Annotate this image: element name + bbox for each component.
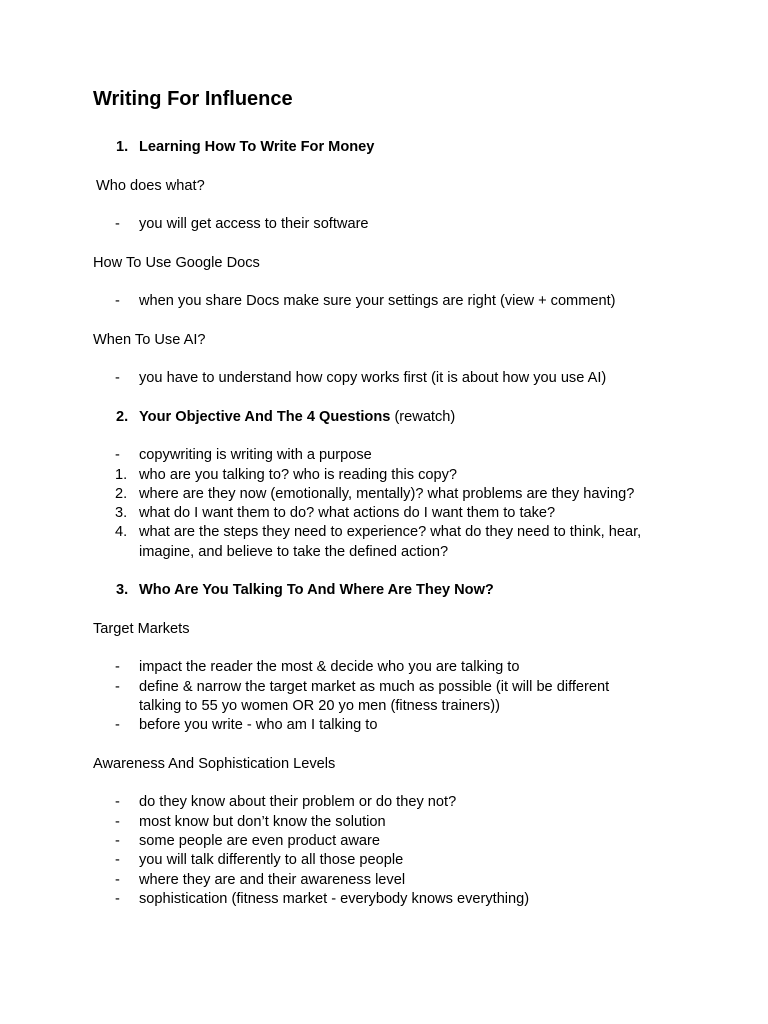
section-heading: Who Are You Talking To And Where Are They Now?	[139, 582, 494, 598]
section-heading: Learning How To Write For Money	[139, 139, 375, 155]
document-title: Writing For Influence	[93, 88, 293, 110]
bullet-dash: -	[115, 833, 120, 849]
list-item: most know but don’t know the solution	[139, 814, 386, 830]
list-item-continuation: imagine, and believe to take the defined action?	[139, 544, 449, 560]
bullet-dash: -	[115, 891, 120, 907]
bullet-dash: -	[115, 679, 120, 695]
list-item-continuation: talking to 55 yo women OR 20 yo men (fitness trainers))	[139, 698, 500, 714]
section-number: 2.	[116, 409, 129, 425]
list-item: who are you talking to? who is reading this copy?	[139, 467, 458, 483]
list-number: 2.	[115, 486, 128, 502]
list-item: you have to understand how copy works first (it is about how you use AI)	[139, 370, 607, 386]
paragraph: When To Use AI?	[93, 332, 206, 348]
list-item: impact the reader the most & decide who you are talking to	[139, 659, 520, 675]
list-item: when you share Docs make sure your settings are right (view + comment)	[139, 293, 616, 309]
list-number: 3.	[115, 505, 128, 521]
bullet-dash: -	[115, 293, 120, 309]
paragraph: How To Use Google Docs	[93, 255, 260, 271]
bullet-dash: -	[115, 370, 120, 386]
paragraph: Who does what?	[96, 178, 205, 194]
bullet-dash: -	[115, 872, 120, 888]
list-item: you will talk differently to all those people	[139, 852, 404, 868]
bullet-dash: -	[115, 447, 120, 463]
list-item: what do I want them to do? what actions do I want them to take?	[139, 505, 556, 521]
list-item: some people are even product aware	[139, 833, 380, 849]
paragraph: Target Markets	[93, 621, 190, 637]
bullet-dash: -	[115, 852, 120, 868]
list-number: 1.	[115, 467, 128, 483]
list-item: do they know about their problem or do they not?	[139, 794, 457, 810]
list-item: where they are and their awareness level	[139, 872, 406, 888]
bullet-dash: -	[115, 717, 120, 733]
list-item: sophistication (fitness market - everybody knows everything)	[139, 891, 530, 907]
list-item: what are the steps they need to experience? what do they need to think, hear,	[139, 524, 642, 540]
bullet-dash: -	[115, 659, 120, 675]
section-heading-line	[139, 408, 455, 427]
list-item: define & narrow the target market as much as possible (it will be different	[139, 679, 610, 695]
paragraph: Awareness And Sophistication Levels	[93, 756, 336, 772]
section-number: 1.	[116, 139, 129, 155]
list-item: before you write - who am I talking to	[139, 717, 378, 733]
section-number: 3.	[116, 582, 129, 598]
bullet-dash: -	[115, 794, 120, 810]
bullet-dash: -	[115, 216, 120, 232]
list-number: 4.	[115, 524, 128, 540]
list-item: you will get access to their software	[139, 216, 369, 232]
list-item: where are they now (emotionally, mentally)? what problems are they having?	[139, 486, 635, 502]
section-heading: Your Objective And The 4 Questions	[139, 409, 391, 425]
section-note: (rewatch)	[390, 409, 456, 425]
bullet-dash: -	[115, 814, 120, 830]
list-item: copywriting is writing with a purpose	[139, 447, 372, 463]
